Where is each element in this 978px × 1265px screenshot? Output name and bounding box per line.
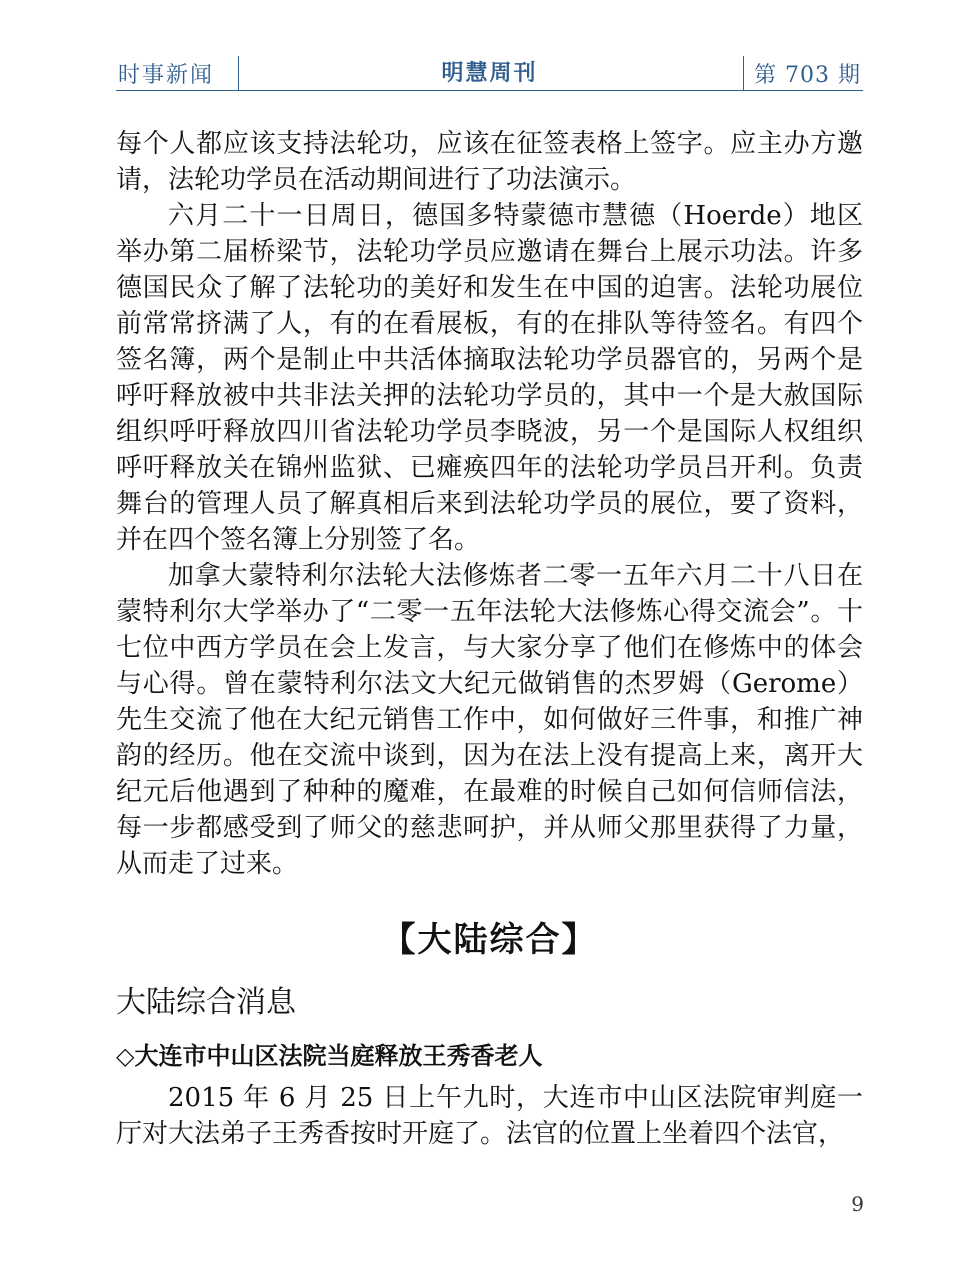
section-title: 【大陆综合】 <box>381 920 598 960</box>
paragraph-2: 六月二十一日周日，德国多特蒙德市慧德（Hoerde）地区举办第二届桥梁节，法轮功学员应邀请在舞台上展示功法。许多德国民众了解了法轮功的美好和发生在中国的迫害。法轮功展位前常常挤满了人，有的在看展板，有的在排队等待签名。有四个签名簿，两个是制止中共活体摘取法轮功学员器官的，另两个是呼吁释放被中共非法关押的法轮功学员的，其中一个是大赦国际组织呼吁释放四川省法轮功学员李晓波，另一个是国际人权组织呼吁释放关在锦州监狱、已瘫痪四年的法轮功学员吕开利。负责舞台的管理人员了解真相后来到法轮功学员的展位，要了资料，并在四个签名簿上分别签了名。 <box>116 201 863 555</box>
paragraph-1: 每个人都应该支持法轮功，应该在征签表格上签字。应主办方邀请，法轮功学员在活动期间进行了功法演示。 <box>116 129 863 195</box>
header-section: 时事新闻 <box>118 63 215 88</box>
page-number: 9 <box>851 1192 864 1216</box>
paragraph-4: 2015 年 6 月 25 日上午九时，大连市中山区法院审判庭一厅对大法弟子王秀香按时开庭了。法官的位置上坐着四个法官， <box>116 1083 863 1149</box>
news-item-title: ◇大连市中山区法院当庭释放王秀香老人 <box>116 1042 543 1070</box>
page-header <box>116 48 863 92</box>
header-rule <box>116 90 863 91</box>
article-body <box>116 126 863 1152</box>
header-issue: 第 703 期 <box>754 63 861 88</box>
subheading: 大陆综合消息 <box>116 985 296 1020</box>
header-title: 明慧周刊 <box>441 61 538 86</box>
paragraph-3: 加拿大蒙特利尔法轮大法修炼者二零一五年六月二十八日在蒙特利尔大学举办了“二零一五年法轮大法修炼心得交流会”。十七位中西方学员在会上发言，与大家分享了他们在修炼中的体会与心得。曾在蒙特利尔法文大纪元做销售的杰罗姆（Gerome）先生交流了他在大纪元销售工作中，如何做好三件事，和推广神韵的经历。他在交流中谈到，因为在法上没有提高上来，离开大纪元后他遇到了种种的魔难，在最难的时候自己如何信师信法，每一步都感受到了师父的慈悲呵护，并从师父那里获得了力量，从而走了过来。 <box>116 561 863 879</box>
header-divider-right <box>743 56 744 90</box>
